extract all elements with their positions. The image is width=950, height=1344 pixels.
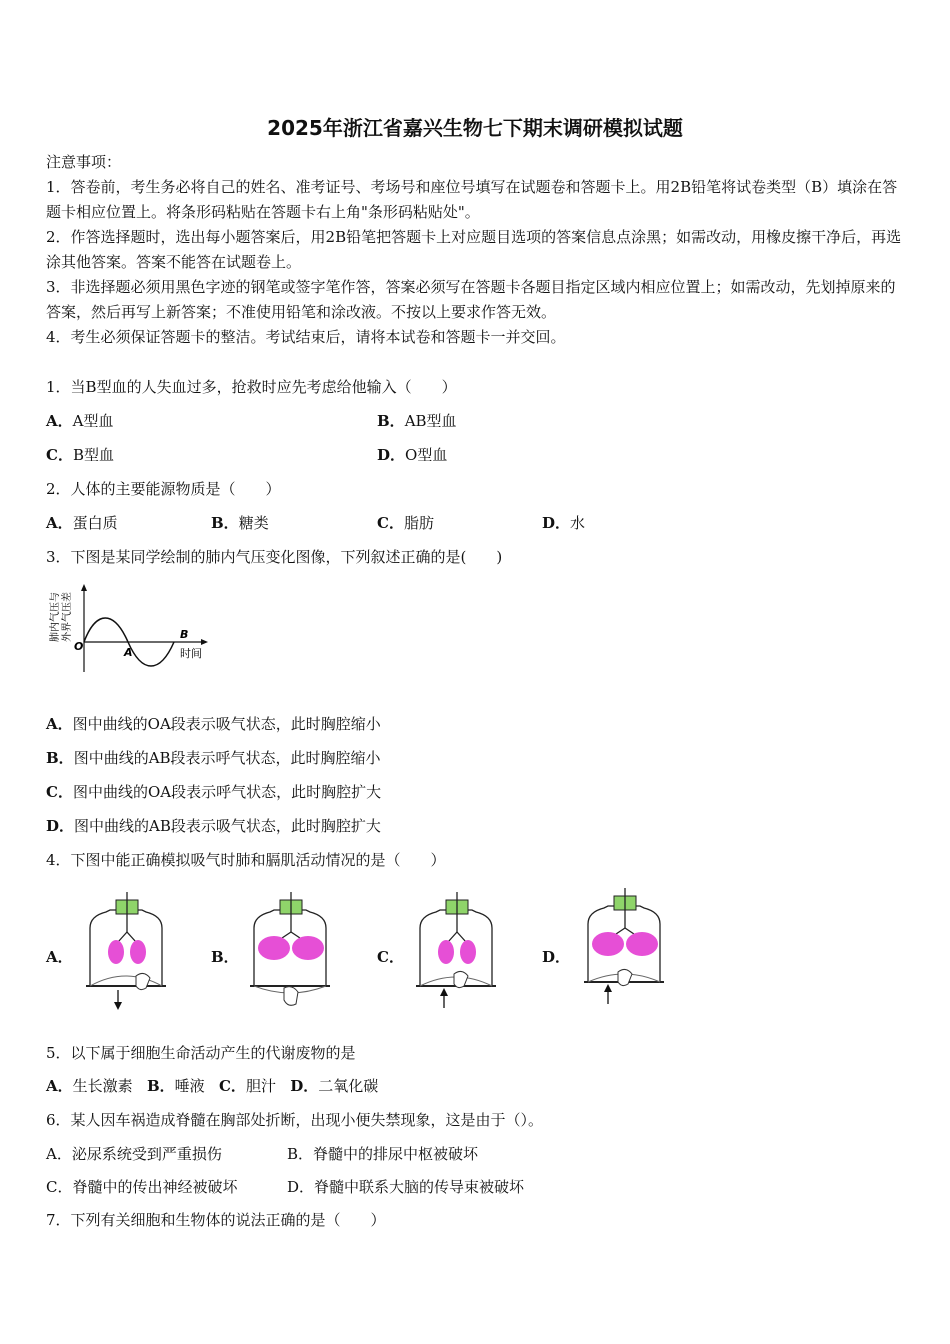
option-text: B型血 (72, 446, 114, 464)
left-lung-balloon (108, 940, 124, 964)
notice-heading: 注意事项： (46, 153, 122, 171)
option-text: A型血 (72, 412, 114, 430)
q6-option-c[interactable] (46, 1176, 238, 1197)
point-b-label: B (180, 628, 189, 641)
left-lung-balloon (258, 936, 290, 960)
q4-option-a-label[interactable]: A． (46, 948, 73, 966)
option-label: C． (377, 514, 404, 532)
option-label: A． (46, 715, 73, 733)
right-lung-balloon (460, 940, 476, 964)
option-text: 水 (570, 514, 586, 532)
q2-option-d[interactable] (542, 512, 585, 533)
q2-option-b[interactable] (211, 512, 269, 533)
pressure-curve-figure (44, 582, 214, 676)
bronchi-tubes (282, 932, 300, 938)
notice-item-1: 1．答卷前，考生务必将自己的姓名、准考证号、考场号和座位号填写在试题卷和答题卡上。用2B铅笔将试卷类型（B）填涂在答题卡相应位置上。将条形码粘贴在答题卡右上角"条形码粘贴处"。 (46, 178, 898, 221)
q3-option-b[interactable] (46, 747, 381, 768)
q1-option-a[interactable] (46, 410, 113, 431)
option-text: 唾液 (174, 1077, 205, 1095)
q1-option-b[interactable] (377, 410, 457, 431)
hand-icon (618, 969, 632, 985)
option-text: 胆汁 (245, 1077, 276, 1095)
question-5-stem: 5．以下属于细胞生命活动产生的代谢废物的是 (46, 1044, 356, 1062)
right-lung-balloon (130, 940, 146, 964)
option-text: 泌尿系统受到严重损伤 (71, 1145, 222, 1163)
hand-icon (284, 987, 298, 1006)
notice-block (46, 150, 906, 350)
bell-jar-figure-d[interactable] (578, 884, 670, 1010)
point-a-label: A (124, 646, 133, 659)
rubber-membrane (90, 976, 162, 986)
option-label: A． (46, 514, 73, 532)
q5-options-row (46, 1075, 378, 1096)
question-7-stem: 7．下列有关细胞和生物体的说法正确的是（ ） (46, 1211, 386, 1229)
right-lung-balloon (292, 936, 324, 960)
q1-option-c[interactable] (46, 444, 114, 465)
q4-option-d-label[interactable]: D． (542, 948, 571, 966)
bell-jar-figure-b[interactable] (244, 888, 336, 1014)
option-text: 脊髓中的排尿中枢被破坏 (313, 1145, 479, 1163)
option-label: B． (46, 749, 74, 767)
option-label: D． (287, 1178, 315, 1196)
question-1-stem: 1．当B型血的人失血过多，抢救时应先考虑给他输入（ ） (46, 378, 457, 396)
x-axis-label: 时间 (180, 647, 202, 660)
option-text: 脂肪 (403, 514, 434, 532)
option-label: D． (290, 1077, 319, 1095)
notice-item-4: 4．考生必须保证答题卡的整洁。考试结束后，请将本试卷和答题卡一并交回。 (46, 328, 566, 346)
option-label: B． (146, 1077, 175, 1095)
option-label: C． (218, 1077, 246, 1095)
q5-option-b[interactable] (147, 1077, 205, 1095)
option-label: B． (211, 514, 239, 532)
question-3-stem: 3．下图是某同学绘制的肺内气压变化图像，下列叙述正确的是( ) (46, 548, 503, 566)
q6-option-d[interactable] (287, 1176, 524, 1197)
option-text: 糖类 (238, 514, 269, 532)
option-text: 图中曲线的OA段表示吸气状态，此时胸腔缩小 (72, 715, 381, 733)
option-label: A． (46, 1077, 73, 1095)
q5-option-d[interactable] (290, 1077, 378, 1095)
option-text: 脊髓中联系大脑的传导束被破坏 (314, 1178, 525, 1196)
x-axis-arrow (201, 639, 208, 645)
hand-icon (136, 973, 150, 989)
option-label: D． (46, 817, 75, 835)
option-text: AB型血 (404, 412, 457, 430)
option-text: 图中曲线的AB段表示呼气状态，此时胸腔缩小 (73, 749, 381, 767)
option-label: A． (46, 1145, 72, 1163)
option-label: C． (46, 446, 73, 464)
option-label: D． (542, 514, 571, 532)
option-label: B． (377, 412, 405, 430)
q5-option-a[interactable] (46, 1077, 133, 1095)
option-text: 二氧化碳 (318, 1077, 379, 1095)
page-title: 2025年浙江省嘉兴生物七下期末调研模拟试题 (267, 116, 683, 140)
bronchi-tubes (118, 932, 136, 942)
notice-item-2: 2．作答选择题时，选出每小题答案后，用2B铅笔把答题卡上对应题目选项的答案信息点涂黑；如需改动，用橡皮擦干净后，再选涂其他答案。答案不能答在试题卷上。 (46, 228, 902, 271)
option-label: C． (46, 1178, 73, 1196)
q3-option-d[interactable] (46, 815, 381, 836)
q2-option-c[interactable] (377, 512, 434, 533)
notice-item-3: 3．非选择题必须用黑色字迹的钢笔或签字笔作答，答案必须写在答题卡各题目指定区域内相应位置上；如需改动，先划掉原来的答案，然后再写上新答案；不准使用铅笔和涂改液。不按以上要求作答无效。 (46, 278, 896, 321)
option-label: A． (46, 412, 73, 430)
option-text: 图中曲线的OA段表示呼气状态，此时胸腔扩大 (72, 783, 382, 801)
bronchi-tubes (448, 932, 466, 942)
question-2-stem: 2．人体的主要能源物质是（ ） (46, 480, 281, 498)
option-label: B． (287, 1145, 314, 1163)
arrow-head (604, 984, 612, 992)
arrow-head (440, 988, 448, 996)
left-lung-balloon (592, 932, 624, 956)
bell-jar-outline (90, 910, 162, 986)
question-6-stem: 6．某人因车祸造成脊髓在胸部处折断，出现小便失禁现象，这是由于（）。 (46, 1111, 544, 1129)
q6-option-b[interactable] (287, 1143, 478, 1164)
option-label: C． (46, 783, 73, 801)
option-text: O型血 (405, 446, 448, 464)
arrow-head (114, 1002, 122, 1010)
bronchi-tubes (616, 928, 634, 934)
option-label: D． (377, 446, 406, 464)
bell-jar-figure-c[interactable] (410, 888, 502, 1014)
left-lung-balloon (438, 940, 454, 964)
q5-option-c[interactable] (219, 1077, 276, 1095)
q3-option-c[interactable] (46, 781, 381, 802)
q4-option-b-label[interactable]: B． (211, 948, 239, 966)
q4-option-c-label[interactable]: C． (377, 948, 404, 966)
option-text: 生长激素 (72, 1077, 133, 1095)
origin-label: O (74, 640, 84, 653)
option-text: 蛋白质 (72, 514, 118, 532)
y-axis-label-1: 肺内气压与 (50, 592, 61, 642)
bell-jar-figure-a[interactable] (80, 888, 172, 1014)
y-axis-label-2: 外界气压差 (62, 592, 73, 642)
option-text: 脊髓中的传出神经被破坏 (72, 1178, 238, 1196)
right-lung-balloon (626, 932, 658, 956)
q2-option-a[interactable] (46, 512, 118, 533)
option-text: 图中曲线的AB段表示吸气状态，此时胸腔扩大 (74, 817, 381, 835)
y-axis-arrow (81, 584, 87, 591)
q1-option-d[interactable] (377, 444, 447, 465)
q6-option-a[interactable] (46, 1143, 222, 1164)
q3-option-a[interactable] (46, 713, 381, 734)
question-4-stem: 4．下图中能正确模拟吸气时肺和膈肌活动情况的是（ ） (46, 851, 446, 869)
